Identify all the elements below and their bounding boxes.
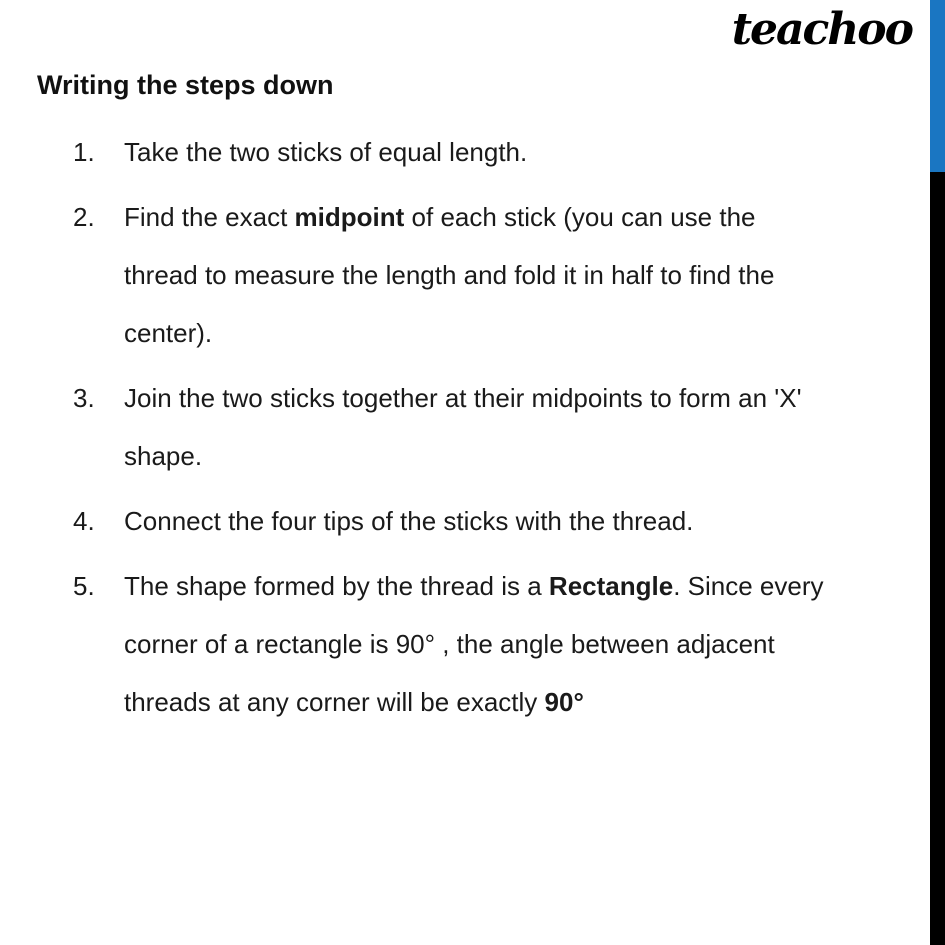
accent-bar-black — [930, 172, 945, 945]
step-item — [73, 557, 915, 731]
bold-text: midpoint — [294, 202, 405, 232]
step-number: 2. — [73, 202, 95, 232]
step-item — [73, 188, 915, 362]
step-line — [124, 123, 915, 181]
step-number: 1. — [73, 137, 95, 167]
step-line — [124, 304, 915, 362]
text-segment: Join the two sticks together at their midpoints to form an 'X' — [124, 383, 802, 413]
step-item — [73, 492, 915, 550]
text-segment: thread to measure the length and fold it in half to find the — [124, 260, 775, 290]
text-segment: corner of a rectangle is 90° , the angle between adjacent — [124, 629, 775, 659]
text-segment: of each stick (you can use the — [404, 202, 756, 232]
text-segment: threads at any corner will be exactly — [124, 687, 545, 717]
step-line — [124, 673, 915, 731]
text-segment: Connect the four tips of the sticks with the thread. — [124, 506, 694, 536]
step-line — [124, 427, 915, 485]
steps-list — [73, 123, 915, 738]
text-segment: Find the exact — [124, 202, 295, 232]
text-segment: . Since every — [673, 571, 824, 601]
step-item — [73, 369, 915, 485]
bold-text: 90° — [544, 687, 584, 717]
step-item — [73, 123, 915, 181]
accent-bar-blue — [930, 0, 945, 172]
teachoo-logo: teachoo — [731, 4, 912, 55]
page-title: Writing the steps down — [37, 70, 334, 100]
step-line — [124, 492, 915, 550]
step-line — [124, 615, 915, 673]
step-line — [124, 188, 915, 246]
step-line — [124, 557, 915, 615]
step-line — [124, 246, 915, 304]
text-segment: center). — [124, 318, 213, 348]
step-number: 3. — [73, 383, 95, 413]
step-number: 5. — [73, 571, 95, 601]
text-segment: The shape formed by the thread is a — [124, 571, 549, 601]
step-line — [124, 369, 915, 427]
text-segment: shape. — [124, 441, 203, 471]
text-segment: Take the two sticks of equal length. — [124, 137, 528, 167]
step-number: 4. — [73, 506, 95, 536]
bold-text: Rectangle — [548, 571, 674, 601]
